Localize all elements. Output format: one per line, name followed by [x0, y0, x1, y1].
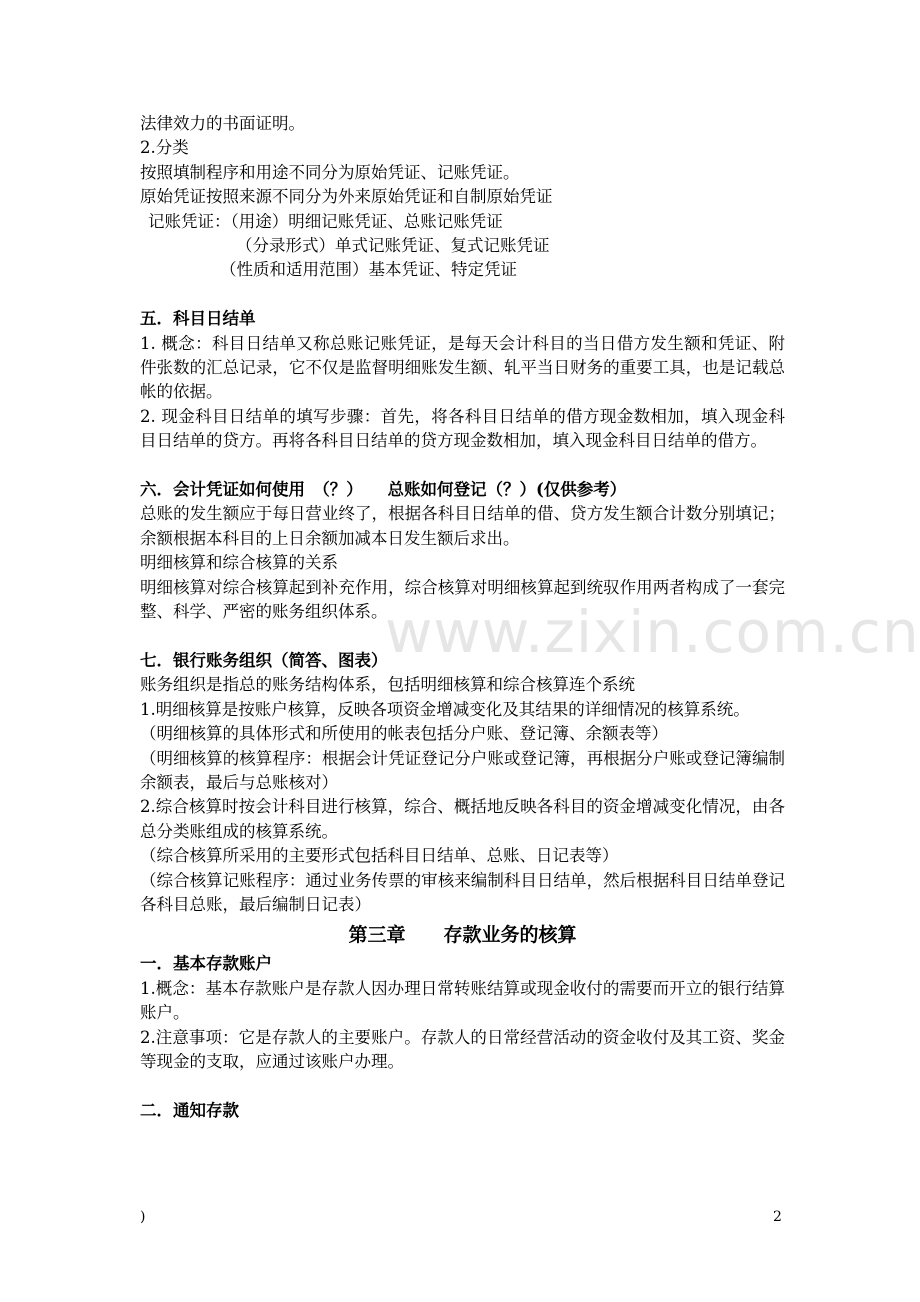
- spacer: [140, 454, 785, 478]
- document-body: [140, 112, 785, 1123]
- text-line: 按照填制程序和用途不同分为原始凭证、记账凭证。: [140, 162, 520, 182]
- paragraph: 2.注意事项：它是存款人的主要账户。存款人的日常经营活动的资金收付及其工资、奖金等现金的支取，应通过该账户办理。: [140, 1027, 785, 1071]
- section-heading: 二．通知存款: [140, 1100, 239, 1120]
- text-line: 记账凭证：（用途）明细记账凭证、总账记账凭证: [148, 211, 503, 231]
- text-line: 法律效力的书面证明。: [140, 114, 305, 133]
- text-line: 2.分类: [140, 138, 189, 158]
- paragraph: 1. 概念：科目日结单又称总账记账凭证，是每天会计科目的当日借方发生额和凭证、附件张数的汇总记录，它不仅是监督明细账发生额、轧平当日财务的重要工具，也是记载总帐的依据。: [140, 333, 785, 402]
- paragraph: 2. 现金科目日结单的填写步骤：首先，将各科目日结单的借方现金数相加，填入现金科目日结单的贷方。再将各科目日结单的贷方现金数相加，填入现金科目日结单的借方。: [140, 406, 785, 451]
- paragraph: 明细核算对综合核算起到补充作用，综合核算对明细核算起到统驭作用两者构成了一套完整、科学、严密的账务组织体系。: [140, 577, 785, 622]
- paragraph: （综合核算所采用的主要形式包括科目日结单、总账、日记表等）: [140, 846, 619, 866]
- text-line: 原始凭证按照来源不同分为外来原始凭证和自制原始凭证: [140, 187, 553, 207]
- paragraph: （明细核算的具体形式和所使用的帐表包括分户账、登记簿、余额表等）: [140, 724, 668, 744]
- spacer: [140, 1074, 785, 1098]
- text-line: （分录形式）单式记账凭证、复式记账凭证: [236, 236, 550, 256]
- spacer: [140, 625, 785, 649]
- paragraph: 明细核算和综合核算的关系: [140, 553, 338, 573]
- paragraph: 总账的发生额应于每日营业终了，根据各科目日结单的借、贷方发生额合计数分别填记；余额根据本科目的上日余额加减本日发生额后求出。: [140, 504, 785, 548]
- chapter-title: 第三章 存款业务的核算: [348, 924, 577, 947]
- spacer: [140, 283, 785, 307]
- paragraph: （综合核算记账程序：通过业务传票的审核来编制科目日结单，然后根据科目日结单登记各科目总账，最后编制日记表）: [140, 870, 785, 914]
- paragraph: 1.明细核算是按账户核算，反映各项资金增减变化及其结果的详细情况的核算系统。: [140, 699, 750, 719]
- paragraph: 账务组织是指总的账务结构体系，包括明细核算和综合核算连个系统: [140, 675, 635, 695]
- watermark: www.zixin.com.cn: [385, 598, 920, 666]
- paragraph: 1.概念：基本存款账户是存款人因办理日常转账结算或现金收付的需要而开立的银行结算账户。: [140, 978, 785, 1023]
- section-heading: 五．科目日结单: [140, 309, 256, 329]
- page-number: 2: [773, 1209, 782, 1225]
- section-heading: 七．银行账务组织（简答、图表）: [140, 650, 388, 670]
- paragraph: 2.综合核算时按会计科目进行核算，综合、概括地反映各科目的资金增减变化情况，由各总分类账组成的核算系统。: [140, 797, 785, 841]
- text-line: （性质和适用范围）基本凭证、特定凭证: [220, 260, 517, 280]
- paragraph: （明细核算的核算程序：根据会计凭证登记分户账或登记簿，再根据分户账或登记簿编制余额表，最后与总账核对）: [140, 748, 785, 792]
- footer-mark: ): [140, 1209, 146, 1225]
- section-heading: 一．基本存款账户: [140, 954, 272, 974]
- section-heading: 六．会计凭证如何使用 （？） 总账如何登记（？）(仅供参考）: [140, 480, 627, 500]
